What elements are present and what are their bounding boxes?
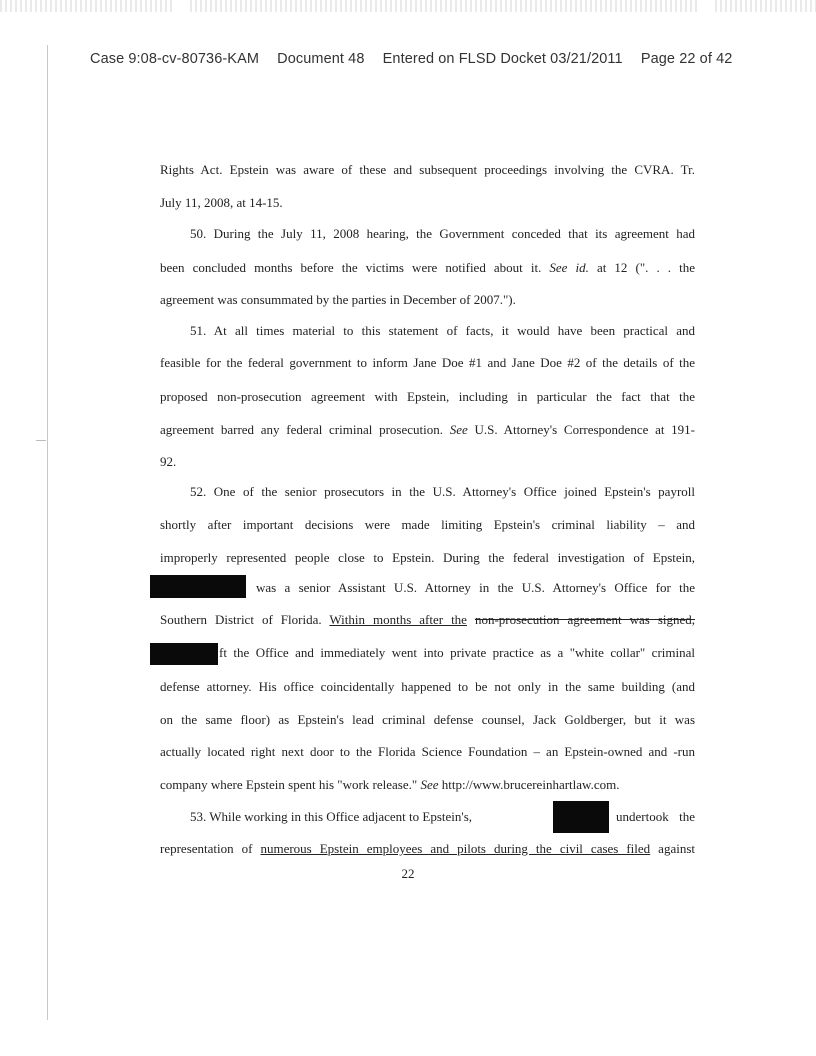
citation-italic: See id. bbox=[549, 260, 589, 275]
underlined-text: Within months after the bbox=[329, 612, 467, 627]
url-text: http://www.brucereinhartlaw.com. bbox=[441, 777, 620, 792]
citation-italic: See bbox=[449, 422, 468, 437]
case-number: Case 9:08-cv-80736-KAM bbox=[90, 51, 260, 67]
docket-entry: Entered on FLSD Docket 03/21/2011 bbox=[382, 51, 623, 67]
page-number: 22 bbox=[401, 866, 415, 881]
text-line: shortly after important decisions were made limiting Epstein's criminal liability – and bbox=[160, 517, 695, 532]
underlined-text: numerous Epstein employees and pilots during the civil cases filed bbox=[260, 841, 651, 856]
redaction-bar bbox=[150, 575, 246, 598]
struck-text: non-prosecution agreement was signed, bbox=[474, 612, 696, 627]
text-line: Rights Act. Epstein was aware of these and subsequent proceedings involving the CVRA. Tr. bbox=[160, 162, 695, 177]
document-number: Document 48 bbox=[277, 51, 365, 67]
scan-artifact-top bbox=[0, 0, 816, 12]
text-line: 92. bbox=[160, 454, 177, 469]
text-line: was a senior Assistant U.S. Attorney in the U.S. Attorney's Office for the bbox=[256, 580, 695, 595]
text-run: company where Epstein spent his "work release." bbox=[160, 777, 418, 792]
text-line: proposed non-prosecution agreement with Epstein, including in particular the fact that the bbox=[160, 389, 695, 404]
text-line: 51. At all times material to this statement of facts, it would have been practical and bbox=[190, 323, 695, 338]
text-line: actually located right next door to the Florida Science Foundation – an Epstein-owned and -run bbox=[160, 744, 695, 759]
redaction-bar bbox=[150, 643, 218, 665]
redaction-bar bbox=[553, 801, 609, 833]
text-run: at 12 (". . . the bbox=[596, 260, 695, 275]
text-line: ft the Office and immediately went into private practice as a "white collar" criminal bbox=[219, 645, 695, 660]
text-line bbox=[160, 841, 695, 857]
text-line: July 11, 2008, at 14-15. bbox=[160, 195, 283, 210]
text-line: improperly represented people close to Epstein. During the federal investigation of Epstein, bbox=[160, 550, 695, 565]
text-line: defense attorney. His office coincidentally happened to be not only in the same building (and bbox=[160, 679, 695, 694]
text-line bbox=[160, 260, 695, 276]
text-run: agreement barred any federal criminal prosecution. bbox=[160, 422, 443, 437]
text-line bbox=[160, 612, 695, 628]
text-run: representation of bbox=[160, 841, 253, 856]
text-line: feasible for the federal government to inform Jane Doe #1 and Jane Doe #2 of the details of the bbox=[160, 355, 695, 370]
margin-tick bbox=[36, 440, 46, 441]
text-line bbox=[160, 777, 695, 793]
text-line: 52. One of the senior prosecutors in the U.S. Attorney's Office joined Epstein's payroll bbox=[190, 484, 695, 499]
text-run: been concluded months before the victims were notified about it. bbox=[160, 260, 542, 275]
text-line bbox=[160, 422, 695, 438]
text-line: on the same floor) as Epstein's lead criminal defense counsel, Jack Goldberger, but it was bbox=[160, 712, 695, 727]
text-line: 50. During the July 11, 2008 hearing, the Government conceded that its agreement had bbox=[190, 226, 695, 241]
text-run: Southern District of Florida. bbox=[160, 612, 322, 627]
text-line: agreement was consummated by the parties in December of 2007."). bbox=[160, 292, 516, 307]
text-line: undertook the bbox=[616, 809, 695, 824]
text-run: against bbox=[658, 841, 695, 856]
text-line: 53. While working in this Office adjacent to Epstein's, bbox=[190, 809, 473, 824]
citation-italic: See bbox=[420, 777, 439, 792]
page-indicator: Page 22 of 42 bbox=[640, 51, 733, 67]
text-run: U.S. Attorney's Correspondence at 191- bbox=[474, 422, 695, 437]
docket-header bbox=[90, 51, 750, 67]
